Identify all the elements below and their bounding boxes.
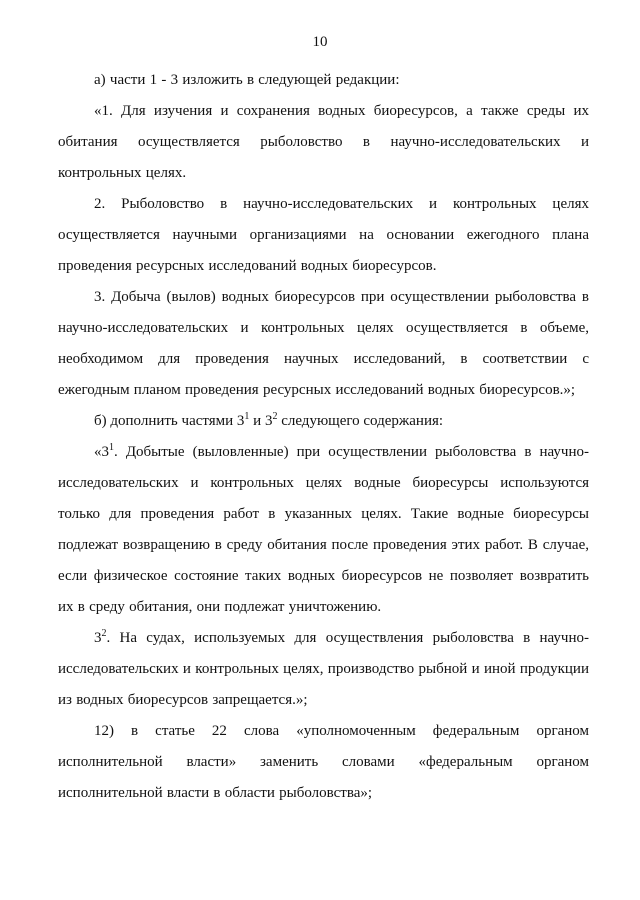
page-number: 10 — [312, 34, 328, 50]
part-3-2-text: . На судах, используемых для осуществления рыболовства в научно-исследовательских и контрольных целях, производство рыбной и иной продукции из водных биоресурсов запрещается.»; — [58, 630, 589, 708]
paragraph-amendment-a: а) части 1 - 3 изложить в следующей редакции: — [94, 72, 400, 88]
amendment-b-text-end: следующего содержания: — [277, 413, 444, 429]
superscript-1: 1 — [244, 411, 250, 422]
part-3-1-text: . Добытые (выловленные) при осуществлении рыболовства в научно-исследовательских и контрольных целях водные биоресурсы используются только для проведения работ в указанных целях. Такие водные биоресурсы подлежат возвращению в среду обитания после проведения этих работ. В случае, если физическое состояние таких водных биоресурсов не позволяет возвратить их в среду обитания, они подлежат уничтожению. — [58, 444, 589, 615]
superscript-1: 1 — [109, 442, 114, 453]
paragraph-part-3-1 — [58, 437, 589, 623]
paragraph-part-2: 2. Рыболовство в научно-исследовательских и контрольных целях осуществляется научными организациями на основании ежегодного плана проведения ресурсных исследований водных биоресурсов. — [58, 196, 589, 274]
paragraph-amendment-b — [58, 406, 589, 437]
paragraph-part-3-2 — [58, 623, 589, 716]
paragraph-part-3: 3. Добыча (вылов) водных биоресурсов при осуществлении рыболовства в научно-исследовательских и контрольных целях осуществляется в объеме, необходимом для проведения научных исследований, в соответствии с ежегодным планом проведения ресурсных исследований водных биоресурсов.»; — [58, 289, 589, 398]
superscript-2: 2 — [101, 628, 107, 639]
part-3-1-number: «3 — [94, 444, 109, 460]
superscript-2: 2 — [272, 411, 278, 422]
paragraph-item-12: 12) в статье 22 слова «уполномоченным федеральным органом исполнительной власти» заменить словами «федеральным органом исполнительной власти в области рыболовства»; — [58, 723, 589, 801]
amendment-b-text-start: б) дополнить частями 3 — [94, 413, 245, 429]
document-body — [58, 65, 589, 809]
part-3-2-number: 3 — [94, 630, 102, 646]
paragraph-part-1: «1. Для изучения и сохранения водных биоресурсов, а также среды их обитания осуществляется рыболовство в научно-исследовательских и контрольных целях. — [58, 103, 589, 181]
amendment-b-text-middle: и 3 — [249, 413, 273, 429]
